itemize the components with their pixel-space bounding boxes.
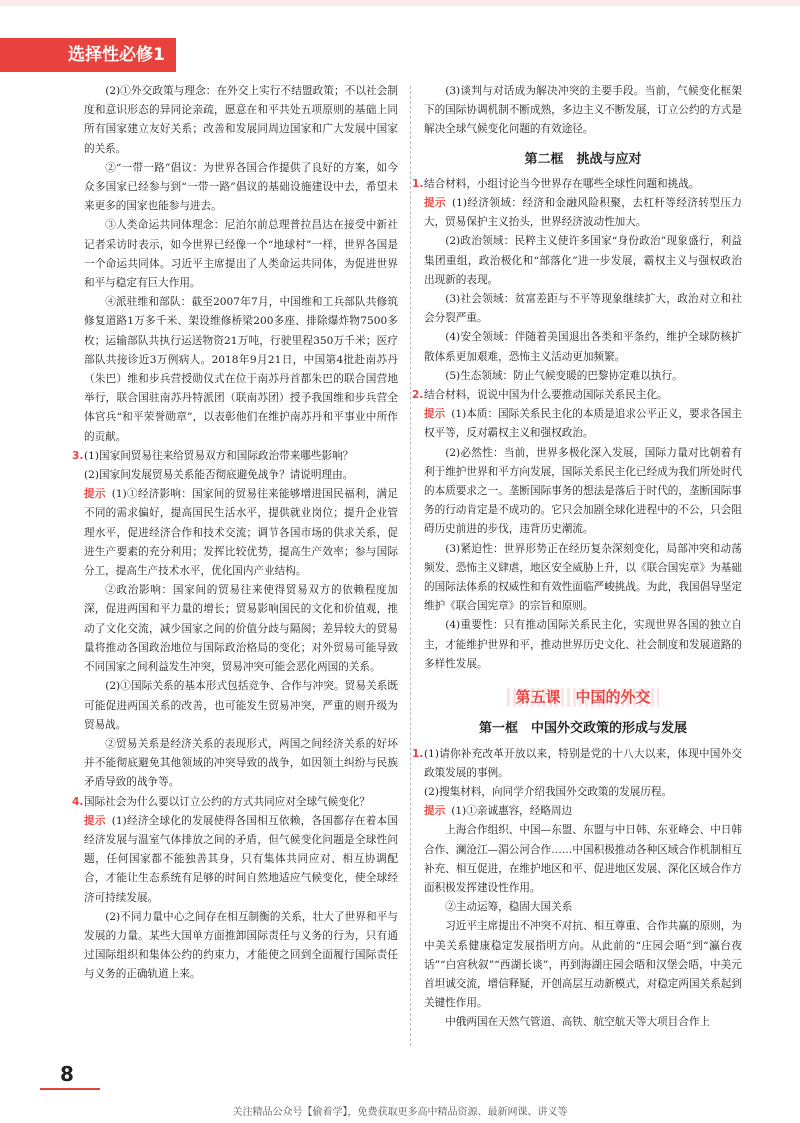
hint-label: 提示 (84, 814, 106, 827)
question-r2 (412, 386, 742, 405)
question-4 (72, 793, 398, 812)
page-number: 8 (60, 1062, 74, 1086)
answer-paragraph: (2)必然性：当前，世界多极化深入发展，国际力量对比朝着有利于维护世界和平方向发展，国际关系民主化已经成为我们所处时代的本质要求之一。垄断国际事务的想法是落后于时代的，垄断国际事务的行动肯定是不成功的。它只会加剧全球化进程中的不公，只会阻碍历史前进的步伐，违背历史潮流。 (424, 446, 742, 536)
page-number-underline (40, 1088, 100, 1090)
question-text: (1)请你补充改革开放以来，特别是党的十八大以来，体现中国外交政策发展的事例。 (424, 747, 742, 779)
right-column (412, 82, 742, 1033)
answer-paragraph: 提示 (1)经济全球化的发展使得各国相互依赖，各国都存在着本国经济发展与温室气体排放之间的矛盾，但气候变化问题是全球性问题，任何国家都不能独善其身，只有集体共同应对、相互协调配合，才能让生态系统有足够的时间自然地适应气候变化，使全球经济可持续发展。 (84, 814, 398, 904)
question-number: 1. (412, 177, 424, 190)
question-number: 1. (412, 747, 424, 760)
question-l5-1 (412, 745, 742, 783)
paragraph: ②“一带一路”倡议：为世界各国合作提供了良好的方案，如今众多国家已经参与到“一带一路”倡议的基础设施建设中去，希望未来更多的国家也能参与进去。 (84, 161, 398, 213)
answer-paragraph: 提示 (1)①亲诚惠容，经略周边 (424, 805, 573, 818)
question-number: 3. (72, 449, 84, 462)
question-3 (72, 447, 398, 466)
lesson-heading (424, 688, 742, 709)
section-heading: 第一框 中国外交政策的形成与发展 (478, 721, 687, 737)
hint-label: 提示 (84, 488, 106, 501)
answer-paragraph: ②政治影响：国家间的贸易往来使得贸易双方的依赖程度加深，促进两国和平力量的增长；贸易影响国民的文化和价值观，推动了文化交流，减少国家之间的价值分歧与隔阂；差异较大的贸易量将推动各国政治地位与国际政治格局的变化；对外贸易可能导致不同国家之间利益发生冲突，贸易冲突可能会恶化两国的关系。 (84, 584, 398, 674)
answer-paragraph: (2)①国际关系的基本形式包括竞争、合作与冲突。贸易关系既可能促进两国关系的改善，也可能发生贸易冲突，严重的则升级为贸易战。 (84, 680, 398, 731)
answer-paragraph: (2)政治领域：民粹主义使许多国家“身份政治”现象盛行，利益集团重组，政治极化和“部落化”进一步发展，霸权主义与强权政治出现新的表现。 (424, 235, 742, 286)
answer-paragraph: (4)安全领域：伴随着美国退出各类和平条约，维护全球防核扩散体系更加艰难，恐怖主义活动更加频繁。 (424, 331, 742, 363)
question-text: 国际社会为什么要以订立公约的方式共同应对全球气候变化？ (84, 795, 371, 808)
answer-paragraph: (5)生态领域：防止气候变暖的巴黎协定难以执行。 (445, 369, 683, 382)
section-tab: 选择性必修1 (0, 38, 176, 72)
answer-paragraph: ②贸易关系是经济关系的表现形式，两国之间经济关系的好坏并不能彻底避免其他领域的冲突导致的战争，如因领土纠纷与民族矛盾导致的战争等。 (84, 737, 398, 789)
answer-paragraph: (3)社会领域：贫富差距与不平等现象继续扩大，政治对立和社会分裂严重。 (424, 293, 742, 325)
paragraph: (2)①外交政策与理念：在外交上实行不结盟政策；不以社会制度和意识形态的异同论亲疏，愿意在和平共处五项原则的基础上同所有国家建立友好关系；改善和发展同周边国家和广大发展中国家的关系。 (84, 85, 398, 155)
question-text: (1)国家间贸易往来给贸易双方和国际政治带来哪些影响？ (84, 449, 354, 462)
answer-paragraph: 上海合作组织、中国—东盟、东盟与中日韩、东亚峰会、中日韩合作、澜沧江—湄公河合作……中国积极推动各种区域合作机制相互补充、相互促进，在维护地区和平、促进地区发展、深化区域合作方面积极发挥建设性作用。 (424, 824, 742, 894)
answer-paragraph: (2)不同力量中心之间存在相互制衡的关系，壮大了世界和平与发展的力量。某些大国单方面推卸国际责任与义务的行为，只有通过国际组织和集体公约的约束力，才能使之回到全面履行国际责任与义务的正确轨道上来。 (84, 910, 398, 981)
answer-paragraph: 提示 (1)经济领域：经济和金融风险积聚，去杠杆等经济转型压力大，贸易保护主义抬头，世界经济波动性加大。 (424, 197, 742, 229)
section-heading: 第二框 挑战与应对 (524, 151, 642, 167)
hint-label: 提示 (424, 408, 446, 421)
hint-label: 提示 (424, 805, 446, 818)
lesson-title: 第五课 中国的外交 (507, 688, 658, 707)
question-r1 (412, 175, 742, 194)
left-column (72, 82, 398, 985)
paragraph: ③人类命运共同体理念：尼泊尔前总理普拉昌达在接受中新社记者采访时表示，如今世界已经像一个“地球村”一样，世界各国是一个命运共同体。习近平主席提出了人类命运共同体，为促进世界和平与稳定有巨大作用。 (84, 219, 398, 290)
paragraph: (3)谈判与对话成为解决冲突的主要手段。当前，气候变化框架下的国际协调机制不断成熟，多边主义不断发展，订立公约的方式是解决全球气候变化问题的有效途径。 (424, 85, 742, 136)
question-text: (2)国家间发展贸易关系能否彻底避免战争？请说明理由。 (84, 469, 354, 482)
header-strip (0, 0, 800, 6)
column-divider (410, 86, 411, 1046)
question-text: (2)搜集材料，向同学介绍我国外交政策的发展历程。 (424, 785, 673, 798)
answer-paragraph: (4)重要性：只有推动国际关系民主化，实现世界各国的独立自主，才能维护世界和平，推动世界历史文化、社会制度和发展道路的多样性发展。 (424, 619, 742, 670)
paragraph: ④派驻维和部队：截至2007年7月，中国维和工兵部队共修筑修复道路1万多千米、架设维修桥梁200多座、排除爆炸物7500多枚；运输部队共执行运送物资21万吨，行驶里程350万千米；医疗部队共接诊近3万例病人。2018年9月21日，中国第4批赴南苏丹（朱巴）维和步兵营授勋仪式在位于南苏丹首都朱巴的联合国营地举行，联合国驻南苏丹特派团（联南苏团）授予我国维和步兵营全体官兵“和平荣誉勋章”，以表彰他们在维护南苏丹和平事业中所作的贡献。 (84, 296, 398, 443)
answer-paragraph: 提示 (1)本质：国际关系民主化的本质是追求公平正义，要求各国主权平等，反对霸权主义和强权政治。 (424, 408, 742, 440)
question-text: 结合材料，小组讨论当今世界存在哪些全球性问题和挑战。 (424, 177, 700, 190)
answer-paragraph: ②主动运筹，稳固大国关系 (445, 901, 573, 914)
answer-paragraph: 习近平主席提出不冲突不对抗、相互尊重、合作共赢的原则，为中美关系健康稳定发展指明方向。从此前的“庄园会晤”到“瀛台夜话”“白宫秋叙”“西湖长谈”，再到海湖庄园会晤和汉堡会晤，中美元首坦诚交流，增信释疑，开创高层互动新模式，对稳定两国关系起到关键性作用。 (424, 920, 742, 1010)
answer-paragraph: 提示 (1)①经济影响：国家间的贸易往来能够增进国民福利，满足不同的需求偏好，提高国民生活水平，提供就业岗位；提升企业管理水平，促进经济合作和技术交流；调节各国市场的供求关系，促进生产要素的充分利用；发挥比较优势，提高生产效率；参与国际分工，提高生产技术水平，优化国内产业结构。 (84, 488, 398, 578)
hint-label: 提示 (424, 197, 446, 210)
question-number: 2. (412, 389, 424, 402)
footer-note: 关注精品公众号【偷着学】，免费获取更多高中精品资源、最新网课、讲义等 (232, 1107, 568, 1118)
question-number: 4. (72, 795, 84, 808)
question-text: 结合材料，说说中国为什么要推动国际关系民主化。 (424, 389, 668, 402)
answer-paragraph: 中俄两国在天然气管道、高铁、航空航天等大项目合作上 (445, 1016, 711, 1029)
answer-paragraph: (3)紧迫性：世界形势正在经历复杂深刻变化，局部冲突和动荡频发、恐怖主义肆虐，地区安全威胁上升，以《联合国宪章》为基础的国际法体系的权威性和有效性面临严峻挑战。为此，我国倡导坚定维护《联合国宪章》的宗旨和原则。 (424, 542, 742, 613)
